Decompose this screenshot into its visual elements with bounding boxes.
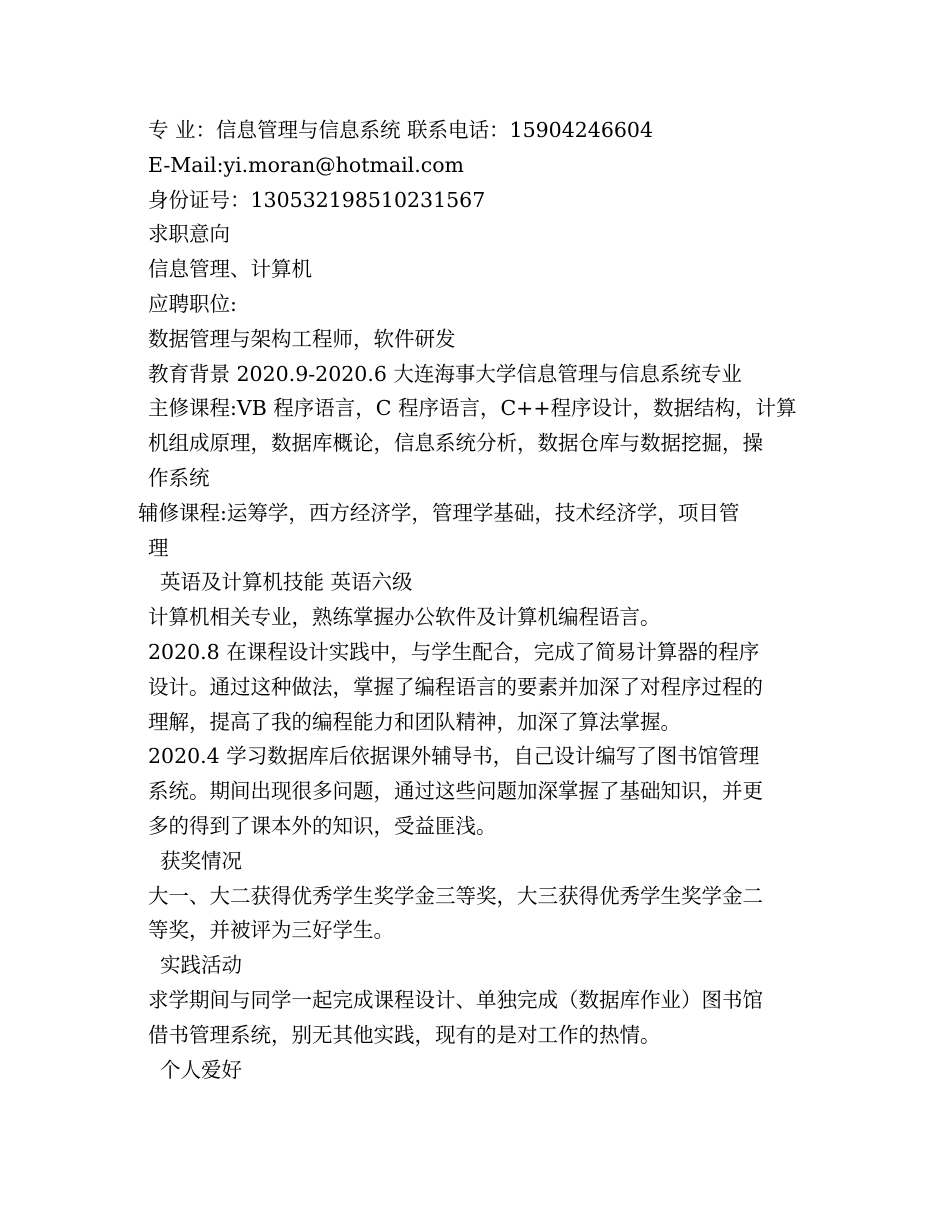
practice-line-2: 借书管理系统，别无其他实践，现有的是对工作的热情。 [148,1022,661,1047]
awards-line-2: 等奖，并被评为三好学生。 [148,918,394,943]
section-heading-skills: 英语及计算机技能 英语六级 [160,570,413,595]
resume-body [138,113,808,1087]
major-and-phone-line: 专 业：信息管理与信息系统 联系电话：15904246604 [148,118,654,142]
major-courses-line-2: 机组成原理，数据库概论，信息系统分析，数据仓库与数据挖掘，操 [148,431,763,456]
email-line: E-Mail:yi.moran@hotmail.com [148,152,464,177]
project-2-line-3: 多的得到了课本外的知识，受益匪浅。 [148,813,497,838]
project-1-line-1: 2020.8 在课程设计实践中，与学生配合，完成了简易计算器的程序 [148,639,760,664]
practice-line-1: 求学期间与同学一起完成课程设计、单独完成（数据库作业）图书馆 [148,987,763,1012]
section-heading-job-intention: 求职意向 [148,222,230,247]
awards-line-1: 大一、大二获得优秀学生奖学金三等奖，大三获得优秀学生奖学金二 [148,883,763,908]
minor-courses-line-2: 理 [148,535,169,560]
project-1-line-2: 设计。通过这种做法，掌握了编程语言的要素并加深了对程序过程的 [148,674,763,699]
project-2-line-1: 2020.4 学习数据库后依据课外辅导书，自己设计编写了图书馆管理 [148,744,760,769]
position-label-line: 应聘职位: [148,291,237,316]
section-heading-hobbies: 个人爱好 [160,1057,242,1082]
position-value-line: 数据管理与架构工程师，软件研发 [148,326,456,351]
project-2-line-2: 系统。期间出现很多问题，通过这些问题加深掌握了基础知识，并更 [148,779,763,804]
education-line: 教育背景 2020.9-2020.6 大连海事大学信息管理与信息系统专业 [148,361,742,386]
section-heading-awards: 获奖情况 [160,848,242,873]
project-1-line-3: 理解，提高了我的编程能力和团队精神，加深了算法掌握。 [148,709,681,734]
major-courses-line-3: 作系统 [148,465,210,490]
major-courses-line-1: 主修课程:VB 程序语言，C 程序语言，C++程序设计，数据结构，计算 [148,396,797,421]
minor-courses-line-1: 辅修课程:运筹学，西方经济学，管理学基础，技术经济学，项目管 [138,500,740,525]
section-heading-practice: 实践活动 [160,953,242,978]
job-field-line: 信息管理、计算机 [148,257,312,282]
id-number-line: 身份证号：130532198510231567 [148,187,486,212]
skills-line: 计算机相关专业，熟练掌握办公软件及计算机编程语言。 [148,605,661,630]
